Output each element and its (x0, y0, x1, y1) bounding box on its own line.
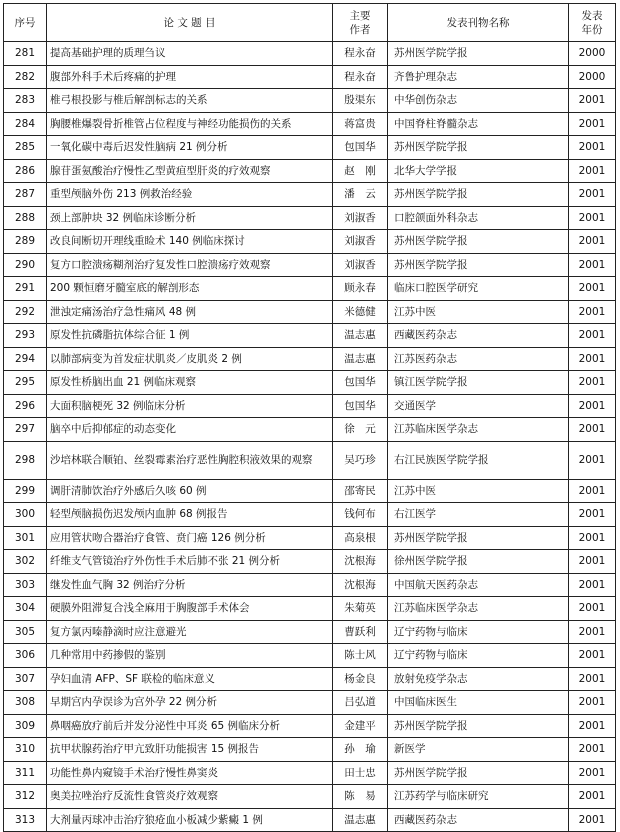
cell-num: 282 (4, 65, 47, 89)
cell-year: 2001 (569, 324, 616, 348)
cell-author: 赵 刚 (333, 159, 388, 183)
cell-num: 287 (4, 183, 47, 207)
cell-title: 椎弓根投影与椎后解剖标志的关系 (47, 89, 333, 113)
cell-journal: 江苏医药杂志 (388, 347, 569, 371)
cell-title: 200 颗恒磨牙髓室底的解剖形态 (47, 277, 333, 301)
cell-title: 泄浊定痛汤治疗急性痛风 48 例 (47, 300, 333, 324)
cell-author: 吕弘道 (333, 691, 388, 715)
cell-journal: 苏州医学院学报 (388, 42, 569, 66)
cell-journal: 辽宁药物与临床 (388, 644, 569, 668)
cell-num: 296 (4, 394, 47, 418)
header-num: 序号 (4, 4, 47, 42)
cell-year: 2001 (569, 479, 616, 503)
cell-author: 邵寄民 (333, 479, 388, 503)
cell-num: 283 (4, 89, 47, 113)
cell-num: 284 (4, 112, 47, 136)
paper-list-table (3, 3, 616, 832)
table-row (4, 324, 616, 348)
cell-author: 蒋富贵 (333, 112, 388, 136)
cell-num: 303 (4, 573, 47, 597)
cell-num: 281 (4, 42, 47, 66)
table-row (4, 112, 616, 136)
cell-title: 复方氯丙嗪静滴时应注意避光 (47, 620, 333, 644)
table-body (4, 42, 616, 832)
cell-num: 302 (4, 550, 47, 574)
cell-num: 304 (4, 597, 47, 621)
table-row (4, 738, 616, 762)
cell-title: 轻型颅脑损伤迟发颅内血肿 68 例报告 (47, 503, 333, 527)
table-row (4, 136, 616, 160)
table-row (4, 441, 616, 479)
table-row (4, 761, 616, 785)
cell-year: 2001 (569, 230, 616, 254)
cell-author: 顾永春 (333, 277, 388, 301)
cell-num: 289 (4, 230, 47, 254)
header-year: 发表 年份 (569, 4, 616, 42)
cell-author: 杨金良 (333, 667, 388, 691)
table-row (4, 667, 616, 691)
cell-year: 2001 (569, 503, 616, 527)
table-row (4, 526, 616, 550)
cell-author: 吴巧珍 (333, 441, 388, 479)
cell-author: 陈士风 (333, 644, 388, 668)
cell-title: 胸腰椎爆裂骨折椎管占位程度与神经功能损伤的关系 (47, 112, 333, 136)
cell-num: 311 (4, 761, 47, 785)
table-row (4, 65, 616, 89)
cell-journal: 江苏药学与临床研究 (388, 785, 569, 809)
cell-title: 重型颅脑外伤 213 例救治经验 (47, 183, 333, 207)
cell-title: 沙培林联合顺铂、丝裂霉素治疗恶性胸腔积液效果的观察 (47, 441, 333, 479)
cell-author: 钱何布 (333, 503, 388, 527)
cell-journal: 苏州医学院学报 (388, 230, 569, 254)
cell-year: 2001 (569, 206, 616, 230)
cell-year: 2001 (569, 597, 616, 621)
cell-year: 2001 (569, 761, 616, 785)
table-row (4, 42, 616, 66)
cell-author: 陈 易 (333, 785, 388, 809)
cell-journal: 中华创伤杂志 (388, 89, 569, 113)
table-row (4, 503, 616, 527)
cell-author: 刘淑香 (333, 206, 388, 230)
cell-title: 大面积脑梗死 32 例临床分析 (47, 394, 333, 418)
cell-journal: 交通医学 (388, 394, 569, 418)
cell-title: 继发性血气胸 32 例治疗分析 (47, 573, 333, 597)
cell-num: 288 (4, 206, 47, 230)
table-row (4, 183, 616, 207)
cell-author: 程永奋 (333, 65, 388, 89)
table-row (4, 597, 616, 621)
cell-title: 硬膜外阻滞复合浅全麻用于胸腹部手术体会 (47, 597, 333, 621)
cell-num: 299 (4, 479, 47, 503)
cell-title: 脑卒中后抑郁症的动态变化 (47, 418, 333, 442)
cell-author: 田士忠 (333, 761, 388, 785)
cell-title: 早期宫内孕误诊为宫外孕 22 例分析 (47, 691, 333, 715)
cell-journal: 中国脊柱脊髓杂志 (388, 112, 569, 136)
cell-num: 285 (4, 136, 47, 160)
cell-journal: 苏州医学院学报 (388, 136, 569, 160)
cell-journal: 齐鲁护理杂志 (388, 65, 569, 89)
cell-year: 2001 (569, 253, 616, 277)
cell-title: 奥美拉唑治疗反流性食管炎疗效观察 (47, 785, 333, 809)
cell-num: 290 (4, 253, 47, 277)
cell-title: 一氧化碳中毒后迟发性脑病 21 例分析 (47, 136, 333, 160)
cell-journal: 新医学 (388, 738, 569, 762)
cell-num: 309 (4, 714, 47, 738)
header-author: 主要 作者 (333, 4, 388, 42)
cell-num: 307 (4, 667, 47, 691)
table-row (4, 300, 616, 324)
table-row (4, 253, 616, 277)
cell-num: 306 (4, 644, 47, 668)
cell-num: 293 (4, 324, 47, 348)
cell-title: 几种常用中药掺假的鉴别 (47, 644, 333, 668)
cell-num: 286 (4, 159, 47, 183)
cell-journal: 苏州医学院学报 (388, 526, 569, 550)
cell-title: 原发性抗磷脂抗体综合征 1 例 (47, 324, 333, 348)
table-row (4, 573, 616, 597)
table-row (4, 418, 616, 442)
cell-year: 2001 (569, 136, 616, 160)
cell-num: 308 (4, 691, 47, 715)
cell-year: 2001 (569, 808, 616, 832)
cell-year: 2001 (569, 738, 616, 762)
cell-title: 颈上部肿块 32 例临床诊断分析 (47, 206, 333, 230)
cell-year: 2001 (569, 394, 616, 418)
table-row (4, 808, 616, 832)
cell-title: 复方口腔溃疡糊剂治疗复发性口腔溃疡疗效观察 (47, 253, 333, 277)
table-row (4, 479, 616, 503)
cell-author: 米德健 (333, 300, 388, 324)
cell-author: 潘 云 (333, 183, 388, 207)
cell-author: 包国华 (333, 136, 388, 160)
cell-num: 292 (4, 300, 47, 324)
cell-author: 包国华 (333, 394, 388, 418)
cell-title: 应用管状吻合器治疗食管、贲门癌 126 例分析 (47, 526, 333, 550)
table-row (4, 230, 616, 254)
cell-author: 曹跃利 (333, 620, 388, 644)
cell-title: 腺苷蛋氨酸治疗慢性乙型黄疸型肝炎的疗效观察 (47, 159, 333, 183)
header-journal: 发表刊物名称 (388, 4, 569, 42)
cell-journal: 镇江医学院学报 (388, 371, 569, 395)
cell-journal: 右江民族医学院学报 (388, 441, 569, 479)
cell-journal: 右江医学 (388, 503, 569, 527)
cell-year: 2001 (569, 112, 616, 136)
cell-num: 291 (4, 277, 47, 301)
cell-num: 295 (4, 371, 47, 395)
cell-author: 温志惠 (333, 808, 388, 832)
cell-author: 高泉根 (333, 526, 388, 550)
cell-author: 温志惠 (333, 347, 388, 371)
cell-journal: 中国航天医药杂志 (388, 573, 569, 597)
cell-journal: 江苏临床医学杂志 (388, 418, 569, 442)
cell-author: 沈根海 (333, 573, 388, 597)
cell-journal: 辽宁药物与临床 (388, 620, 569, 644)
table-row (4, 89, 616, 113)
cell-author: 温志惠 (333, 324, 388, 348)
cell-journal: 口腔颌面外科杂志 (388, 206, 569, 230)
cell-year: 2001 (569, 714, 616, 738)
cell-journal: 中国临床医生 (388, 691, 569, 715)
cell-journal: 临床口腔医学研究 (388, 277, 569, 301)
cell-num: 312 (4, 785, 47, 809)
cell-title: 调肝清肺饮治疗外感后久咳 60 例 (47, 479, 333, 503)
cell-year: 2001 (569, 347, 616, 371)
cell-year: 2001 (569, 441, 616, 479)
cell-title: 抗甲状腺药治疗甲亢致肝功能损害 15 例报告 (47, 738, 333, 762)
cell-title: 提高基础护理的质理刍议 (47, 42, 333, 66)
table-row (4, 785, 616, 809)
cell-title: 改良间断切开理线重睑术 140 例临床探讨 (47, 230, 333, 254)
cell-num: 310 (4, 738, 47, 762)
cell-num: 300 (4, 503, 47, 527)
cell-author: 孙 瑜 (333, 738, 388, 762)
cell-title: 以肺部病变为首发症状肌炎／皮肌炎 2 例 (47, 347, 333, 371)
header-title: 论 文 题 目 (47, 4, 333, 42)
table-row (4, 159, 616, 183)
cell-year: 2001 (569, 418, 616, 442)
cell-author: 刘淑香 (333, 253, 388, 277)
cell-journal: 苏州医学院学报 (388, 253, 569, 277)
cell-journal: 苏州医学院学报 (388, 183, 569, 207)
cell-title: 纤维支气管镜治疗外伤性手术后肺不张 21 例分析 (47, 550, 333, 574)
cell-title: 功能性鼻内窥镜手术治疗慢性鼻窦炎 (47, 761, 333, 785)
cell-year: 2000 (569, 42, 616, 66)
cell-year: 2001 (569, 277, 616, 301)
table-row (4, 394, 616, 418)
table-row (4, 277, 616, 301)
cell-journal: 北华大学学报 (388, 159, 569, 183)
table-row (4, 550, 616, 574)
cell-year: 2001 (569, 644, 616, 668)
table-row (4, 206, 616, 230)
cell-journal: 江苏中医 (388, 479, 569, 503)
cell-journal: 苏州医学院学报 (388, 761, 569, 785)
cell-author: 程永奋 (333, 42, 388, 66)
cell-year: 2000 (569, 65, 616, 89)
table-row (4, 644, 616, 668)
table-row (4, 620, 616, 644)
table-row (4, 371, 616, 395)
cell-year: 2001 (569, 550, 616, 574)
cell-year: 2001 (569, 183, 616, 207)
cell-author: 徐 元 (333, 418, 388, 442)
cell-num: 305 (4, 620, 47, 644)
cell-journal: 苏州医学院学报 (388, 714, 569, 738)
cell-year: 2001 (569, 526, 616, 550)
table-header-row (4, 4, 616, 42)
table-row (4, 691, 616, 715)
cell-num: 294 (4, 347, 47, 371)
cell-year: 2001 (569, 785, 616, 809)
cell-num: 297 (4, 418, 47, 442)
cell-title: 鼻咽癌放疗前后并发分泌性中耳炎 65 例临床分析 (47, 714, 333, 738)
table-row (4, 347, 616, 371)
cell-title: 大剂量丙球冲击治疗狼疮血小板减少紫癜 1 例 (47, 808, 333, 832)
cell-year: 2001 (569, 300, 616, 324)
cell-year: 2001 (569, 573, 616, 597)
cell-author: 包国华 (333, 371, 388, 395)
cell-journal: 江苏中医 (388, 300, 569, 324)
cell-author: 沈根海 (333, 550, 388, 574)
cell-journal: 徐州医学院学报 (388, 550, 569, 574)
table-row (4, 714, 616, 738)
cell-author: 刘淑香 (333, 230, 388, 254)
cell-year: 2001 (569, 691, 616, 715)
cell-num: 313 (4, 808, 47, 832)
cell-journal: 西藏医药杂志 (388, 324, 569, 348)
cell-year: 2001 (569, 620, 616, 644)
cell-journal: 江苏临床医学杂志 (388, 597, 569, 621)
cell-title: 腹部外科手术后疼痛的护理 (47, 65, 333, 89)
cell-year: 2001 (569, 159, 616, 183)
cell-num: 298 (4, 441, 47, 479)
cell-journal: 放射免疫学杂志 (388, 667, 569, 691)
cell-author: 殷渠东 (333, 89, 388, 113)
cell-title: 孕妇血清 AFP、SF 联检的临床意义 (47, 667, 333, 691)
cell-journal: 西藏医药杂志 (388, 808, 569, 832)
cell-num: 301 (4, 526, 47, 550)
cell-author: 朱菊英 (333, 597, 388, 621)
cell-title: 原发性桥脑出血 21 例临床观察 (47, 371, 333, 395)
cell-year: 2001 (569, 667, 616, 691)
cell-year: 2001 (569, 371, 616, 395)
cell-author: 金建平 (333, 714, 388, 738)
cell-year: 2001 (569, 89, 616, 113)
